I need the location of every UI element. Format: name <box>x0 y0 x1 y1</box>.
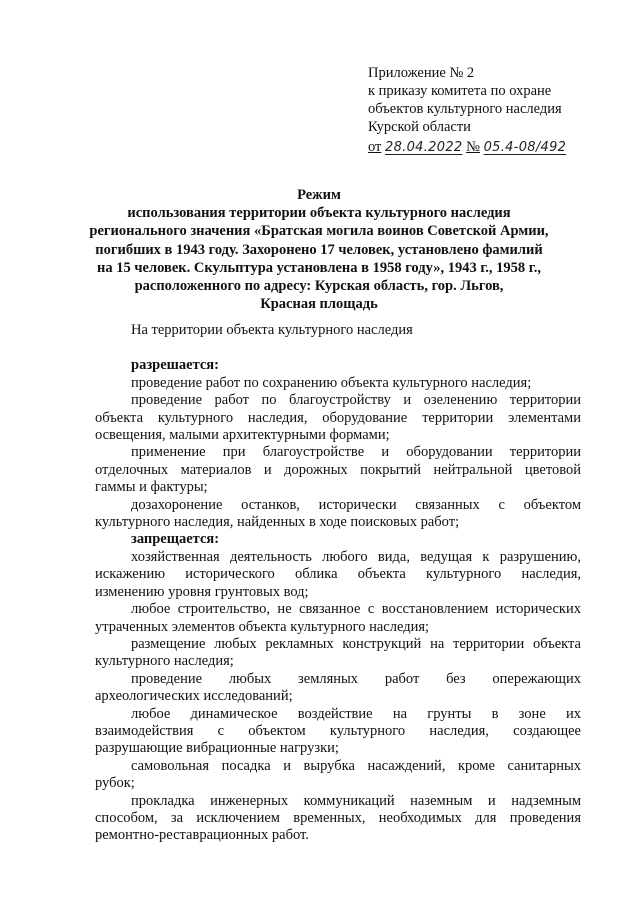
text-line: проведение работ по сохранению объекта культурного наследия; <box>131 374 532 391</box>
text-line: культурного наследия; <box>95 653 234 670</box>
text-line: ремонтно-реставрационных работ. <box>95 827 309 844</box>
forbidden-item <box>95 549 581 601</box>
order-date-number <box>368 138 618 157</box>
allowed-item <box>95 375 581 392</box>
order-number: 05.4-08/492 <box>483 140 567 155</box>
text-line: самовольная посадка и вырубка насаждений, кроме санитарных <box>131 757 581 774</box>
text-line: любое строительство, не связанное с восстановлением исторических <box>131 601 581 618</box>
allowed-item <box>95 392 581 444</box>
text-line: дозахоронение останков, исторически связанных с объектом <box>131 496 581 513</box>
forbidden-item <box>95 636 581 671</box>
text-line: проведение работ по благоустройству и озеленению территории <box>131 392 581 409</box>
forbidden-heading: запрещается: <box>131 531 220 548</box>
text-line: прокладка инженерных коммуникаций наземным и надземным <box>131 792 581 809</box>
text-line: отделочных материалов и дорожных покрытий нейтральной цветовой <box>95 461 581 478</box>
text-line: размещение любых рекламных конструкций на территории объекта <box>131 635 581 652</box>
title-heading: Режим <box>297 187 341 203</box>
appendix-header <box>368 64 618 157</box>
allowed-heading: разрешается: <box>131 357 219 374</box>
text-line: проведение любых земляных работ без опережающих <box>131 670 581 687</box>
text-line: хозяйственная деятельность любого вида, ведущая к разрушению, <box>131 548 581 565</box>
forbidden-item <box>95 706 581 758</box>
text-line: гаммы и фактуры; <box>95 479 208 496</box>
appendix-region: Курской области <box>368 119 471 135</box>
text-line: любое динамическое воздействие на грунты в зоне их <box>131 705 581 722</box>
forbidden-item <box>95 601 581 636</box>
text-line: освещения, малыми архитектурными формами; <box>95 427 390 444</box>
title-line: регионального значения «Братская могила воинов Советской Армии, <box>89 223 549 240</box>
date-prefix: от <box>368 139 382 155</box>
text-line: разрушающие вибрационные нагрузки; <box>95 740 339 757</box>
document-title <box>82 186 556 313</box>
forbidden-item <box>95 793 581 845</box>
title-line: на 15 человек. Скульптура установлена в 1958 году», 1943 г., 1958 г., <box>97 259 541 276</box>
title-line: использования территории объекта культурного наследия <box>127 205 511 222</box>
title-line: Красная площадь <box>260 296 378 313</box>
text-line: применение при благоустройстве и оборудовании территории <box>131 444 581 461</box>
intro-paragraph: На территории объекта культурного наследия <box>131 322 413 338</box>
appendix-committee: объектов культурного наследия <box>368 101 562 117</box>
number-prefix: № <box>466 139 480 155</box>
text-line: археологических исследований; <box>95 688 293 705</box>
text-line: способом, за исключением временных, необходимых для проведения <box>95 809 581 826</box>
forbidden-item <box>95 758 581 793</box>
text-line: культурного наследия, найденных в ходе поисковых работ; <box>95 514 460 531</box>
text-line: взаимодействия с объектом культурного наследия, создающее <box>95 722 581 739</box>
title-line: погибших в 1943 году. Захоронено 17 человек, установлено фамилий <box>95 241 543 258</box>
text-line: рубок; <box>95 775 135 792</box>
text-line: утраченных элементов объекта культурного наследия; <box>95 618 430 635</box>
order-date: 28.04.2022 <box>385 140 463 155</box>
appendix-order-ref: к приказу комитета по охране <box>368 83 552 99</box>
allowed-item <box>95 444 581 496</box>
text-line: объекта культурного наследия, оборудование территории элементами <box>95 409 581 426</box>
text-line: искажению исторического облика объекта культурного наследия, <box>95 566 581 583</box>
appendix-number: Приложение № 2 <box>368 65 475 81</box>
allowed-item <box>95 497 581 532</box>
document-body <box>95 322 581 845</box>
forbidden-item <box>95 671 581 706</box>
text-line: изменению уровня грунтовых вод; <box>95 583 309 600</box>
title-line: расположенного по адресу: Курская область, гор. Льгов, <box>134 278 504 295</box>
